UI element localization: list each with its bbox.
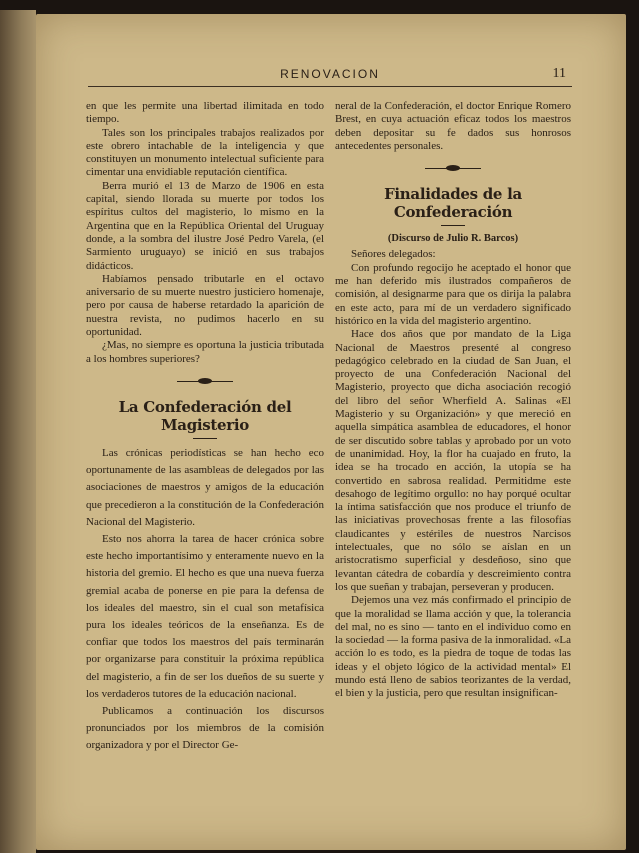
paragraph: neral de la Confederación, el doctor Enrique Romero Brest, en cuya actuación eficaz todos los maestros deben depositar su fe dados sus honrosos antecedentes personales. (335, 100, 571, 152)
paragraph: Dejemos una vez más confirmado el principio de que la moralidad se llama acción y que, la tolerancia del mal, no es sino — tanto en el individuo como en la sociedad — la forma pasiva de la inmoralidad. «La acción lo es todo, es la piedra de toque de todas las ideas y el objeto lógico de la actividad mental» El mundo está lleno de sabios teorizantes de la verdad, el bien y la justicia, pero que resultan insignifican- (335, 594, 571, 700)
running-header (88, 64, 572, 87)
paragraph: Publicamos a continuación los discursos pronunciados por los miembros de la comisión organizadora y por el Director Ge- (86, 704, 324, 752)
journal-title: RENOVACION (280, 67, 380, 81)
page-number: 11 (552, 66, 566, 81)
book-spine (0, 10, 36, 853)
section-title: Finalidades de la Confederación (384, 185, 522, 222)
paragraph: ¿Mas, no siempre es oportuna la justicia tributada a los hombres superiores? (86, 339, 324, 365)
paragraph: Esto nos ahorra la tarea de hacer crónica sobre este hecho importantísimo y enteramente nuevo en la historia del gremio. El hecho es que una nueva fuerza gremial acaba de ponerse en pie para la defensa de los ideales del maestro, sin el cual son metafísica pura los ideales teóricos de la enseñanza. Es de confiar que todos los maestros del país terminarán por organizarse para constituir la próxima república del magisterio, a fin de ser los dueños de su suerte y los verdaderos tutores de la educación nacional. (86, 532, 324, 700)
paragraph: Habíamos pensado tributarle en el octavo aniversario de su muerte nuestro justiciero homenaje, pero por causa de haberse retardado la aparición de nuestra revista, no pudimos hacerlo en su oportunidad. (86, 272, 324, 339)
paragraph: Las crónicas periodísticas se han hecho eco oportunamente de las asambleas de delegados por las asociaciones de maestros y amigos de la educación que precedieron a la constitución de la Confederación Nacional del Magisterio. (86, 446, 324, 528)
right-column (335, 100, 571, 701)
left-column (86, 100, 324, 755)
title-rule (441, 225, 465, 226)
speech-subtitle: (Discurso de Julio R. Barcos) (387, 233, 519, 245)
ornament-divider (86, 374, 324, 390)
ornament-divider (335, 161, 571, 177)
paragraph: Berra murió el 13 de Marzo de 1906 en esta capital, siendo llorada su muerte por todos los espíritus cultos del magisterio, lo mismo en la Argentina que en la República Oriental del Uruguay donde, a la sombra del ilustre José Pedro Varela, (el Sarmiento uruguayo) se inició en sus trabajos didácticos. (86, 179, 324, 272)
section-title: La Confederación del Magisterio (118, 397, 292, 434)
paragraph: en que les permite una libertad ilimitada en todo tiempo. (86, 100, 324, 126)
section-body (86, 445, 324, 755)
paragraph: Con profundo regocijo he aceptado el honor que me han deferido mis ilustrados compañeros de comisión, al designarme para que os dirija la palabra en este acto, para mí de un verdadero significado histórico en la vida del magisterio argentino. (335, 261, 571, 327)
paragraph: Tales son los principales trabajos realizados por este obrero intachable de la inteligencia y que constituyen un monumento intelectual suficiente para cimentar una envidiable reputación científica. (86, 126, 324, 179)
paragraph: Hace dos años que por mandato de la Liga Nacional de Maestros presenté al congreso pedagógico celebrado en la ciudad de San Juan, el proyecto de una Confederación Nacional del Magisterio, proyecto que dicha asociación recogió del libro del señor Wherfield A. Salinas «El Magisterio y su Organización» y que mereció en aquella simpática asamblea de educadores, el honor de ser discutido sobre tablas y aprobado por un voto de unanimidad. Hoy, la flor ha cuajado en fruto, la idea se ha trocado en acción, la utopía se ha convertido en sabrosa realidad. Permitidme este desahogo de legítimo orgullo: no hay porqué ocultar la íntima satisfacción que nos produce el triunfo de las iniciativas provechosas frente a las filosofías claudicantes y estériles de nuestros Narcisos intelectuales, que no sólo se aíslan en un aristocratismo superficial y desdeñoso, sino que levantan cátedra de cobardía y descreimiento contra los que sueñan y trabajan, perseveran y producen. (335, 328, 571, 593)
salutation: Señores delegados: (351, 248, 436, 261)
title-rule (193, 438, 217, 439)
